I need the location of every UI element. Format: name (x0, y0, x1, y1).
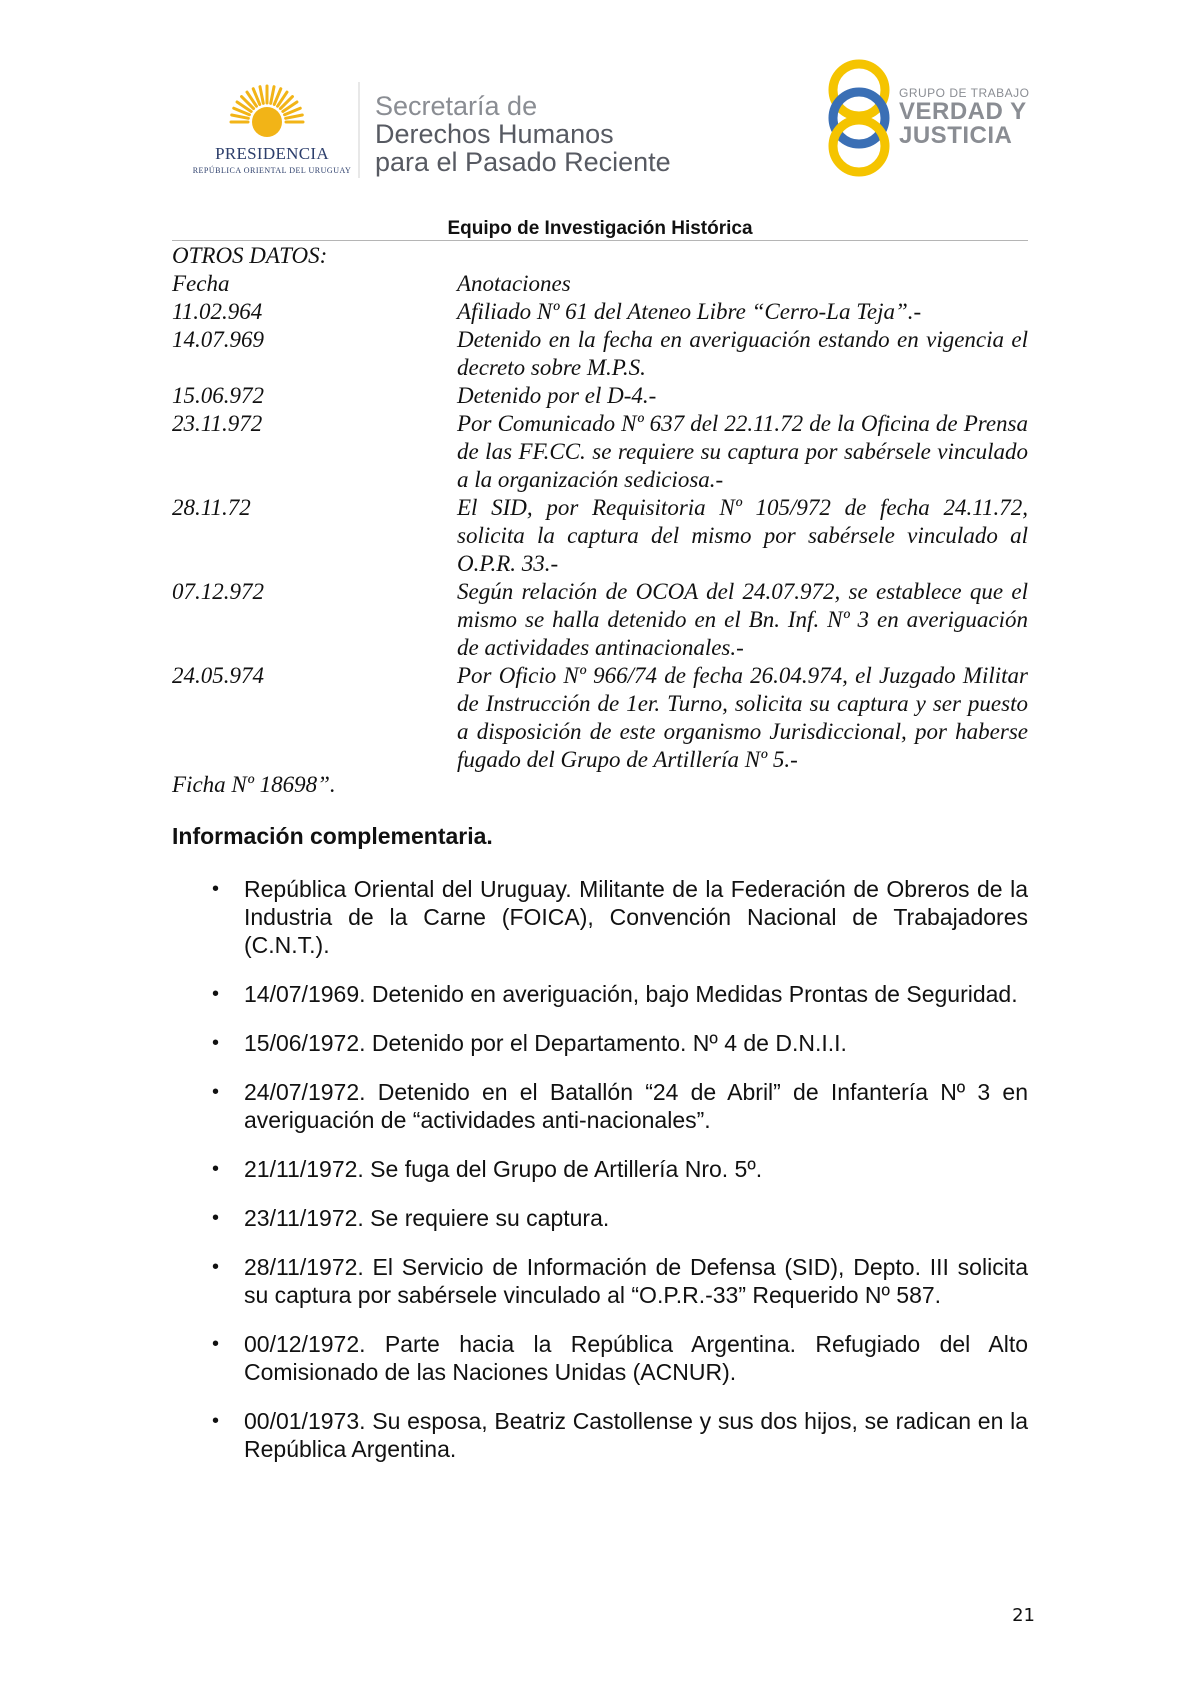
list-item (172, 1204, 1028, 1232)
record-date: 15.06.972 (172, 383, 264, 408)
bullet-icon: • (212, 1207, 220, 1229)
header-rule (172, 240, 1028, 241)
gtvj-line-1: GRUPO DE TRABAJO (899, 86, 1030, 100)
secretaria-line-3: para el Pasado Reciente (375, 147, 671, 177)
rings-icon (824, 56, 894, 180)
record-table (172, 270, 1028, 774)
list-item-text: 00/12/1972. Parte hacia la República Argentina. Refugiado del Alto Comisionado de las Naciones Unidas (ACNUR). (244, 1331, 1028, 1385)
list-item-text: 00/01/1973. Su esposa, Beatriz Castollense y sus dos hijos, se radican en la República Argentina. (244, 1408, 1028, 1462)
bullet-icon: • (212, 1333, 220, 1355)
record-note: Según relación de OCOA del 24.07.972, se establece que el mismo se halla detenido en el Bn. Inf. Nº 3 en averiguación de actividades antinacionales.- (457, 579, 1028, 660)
secretaria-line-2: Derechos Humanos (375, 119, 614, 149)
bullet-icon: • (212, 1081, 220, 1103)
col-fecha-header: Fecha (172, 271, 230, 296)
record-row (172, 662, 1028, 774)
record-row (172, 494, 1028, 578)
record-date: 11.02.964 (172, 299, 263, 324)
bullet-icon: • (212, 1032, 220, 1054)
info-title: Información complementaria. (172, 823, 493, 849)
list-item-text: 14/07/1969. Detenido en averiguación, bajo Medidas Prontas de Seguridad. (244, 981, 1018, 1007)
list-item-text: 24/07/1972. Detenido en el Batallón “24 de Abril” de Infantería Nº 3 en averiguación de “actividades anti-nacionales”. (244, 1079, 1028, 1133)
list-item (172, 1155, 1028, 1183)
record-note: Por Comunicado Nº 637 del 22.11.72 de la Oficina de Prensa de las FF.CC. se requiere su captura por sabérsele vinculado a la organización sediciosa.- (457, 411, 1028, 492)
record-note: Detenido por el D-4.- (457, 383, 657, 408)
record-row (172, 326, 1028, 382)
bullet-icon: • (212, 1410, 220, 1432)
list-item-text: 15/06/1972. Detenido por el Departamento. Nº 4 de D.N.I.I. (244, 1030, 847, 1056)
record-header-row (172, 270, 1028, 298)
bullet-icon: • (212, 1158, 220, 1180)
list-item (172, 1330, 1028, 1386)
info-list (172, 875, 1028, 1484)
presidencia-subtitle: REPÚBLICA ORIENTAL DEL URUGUAY (192, 166, 352, 175)
list-item (172, 980, 1028, 1008)
header-divider (358, 82, 360, 178)
record-row (172, 410, 1028, 494)
sun-icon (227, 78, 307, 144)
record-row (172, 298, 1028, 326)
record-date: 14.07.969 (172, 327, 264, 352)
list-item-text: 23/11/1972. Se requiere su captura. (244, 1205, 610, 1231)
gtvj-line-3: JUSTICIA (899, 122, 1013, 149)
gtvj-line-2: VERDAD Y (899, 98, 1027, 125)
record-row (172, 578, 1028, 662)
list-item (172, 1078, 1028, 1134)
verdad-justicia-logo (824, 56, 1034, 184)
list-item-text: República Oriental del Uruguay. Militante de la Federación de Obreros de la Industria de la Carne (FOICA), Convención Nacional de Trabajadores (C.N.T.). (244, 876, 1028, 958)
record-date: 23.11.972 (172, 411, 263, 436)
record-date: 07.12.972 (172, 579, 264, 604)
secretaria-logo-text (375, 92, 671, 176)
list-item (172, 875, 1028, 959)
record-note: El SID, por Requisitoria Nº 105/972 de fecha 24.11.72, solicita la captura del mismo por sabérsele vinculado al O.P.R. 33.- (457, 495, 1028, 576)
page-header (0, 0, 1190, 239)
record-row (172, 382, 1028, 410)
ficha-number: Ficha Nº 18698”. (172, 772, 336, 797)
section-label: OTROS DATOS: (172, 243, 328, 268)
bullet-icon: • (212, 983, 220, 1005)
team-heading: Equipo de Investigación Histórica (447, 218, 753, 239)
record-date: 28.11.72 (172, 495, 251, 520)
col-anotaciones-header: Anotaciones (457, 271, 571, 296)
secretaria-line-1: Secretaría de (375, 91, 538, 121)
record-note: Por Oficio Nº 966/74 de fecha 26.04.974, el Juzgado Militar de Instrucción de 1er. Turno, solicita su captura y ser puesto a disposición de este organismo Jurisdiccional, por haberse fugado del Grupo de Artillería Nº 5.- (457, 663, 1028, 772)
record-note: Afiliado Nº 61 del Ateneo Libre “Cerro-La Teja”.- (457, 299, 922, 324)
list-item-text: 21/11/1972. Se fuga del Grupo de Artillería Nro. 5º. (244, 1156, 763, 1182)
bullet-icon: • (212, 1256, 220, 1278)
record-date: 24.05.974 (172, 663, 264, 688)
list-item (172, 1407, 1028, 1463)
list-item (172, 1253, 1028, 1309)
presidencia-logo (192, 78, 352, 178)
page-number: 21 (1012, 1605, 1035, 1626)
presidencia-name: PRESIDENCIA (215, 144, 329, 163)
bullet-icon: • (212, 878, 220, 900)
record-note: Detenido en la fecha en averiguación estando en vigencia el decreto sobre M.P.S. (457, 327, 1028, 380)
list-item-text: 28/11/1972. El Servicio de Información de Defensa (SID), Depto. III solicita su captura por sabérsele vinculado al “O.P.R.-33” Requerido Nº 587. (244, 1254, 1028, 1308)
list-item (172, 1029, 1028, 1057)
